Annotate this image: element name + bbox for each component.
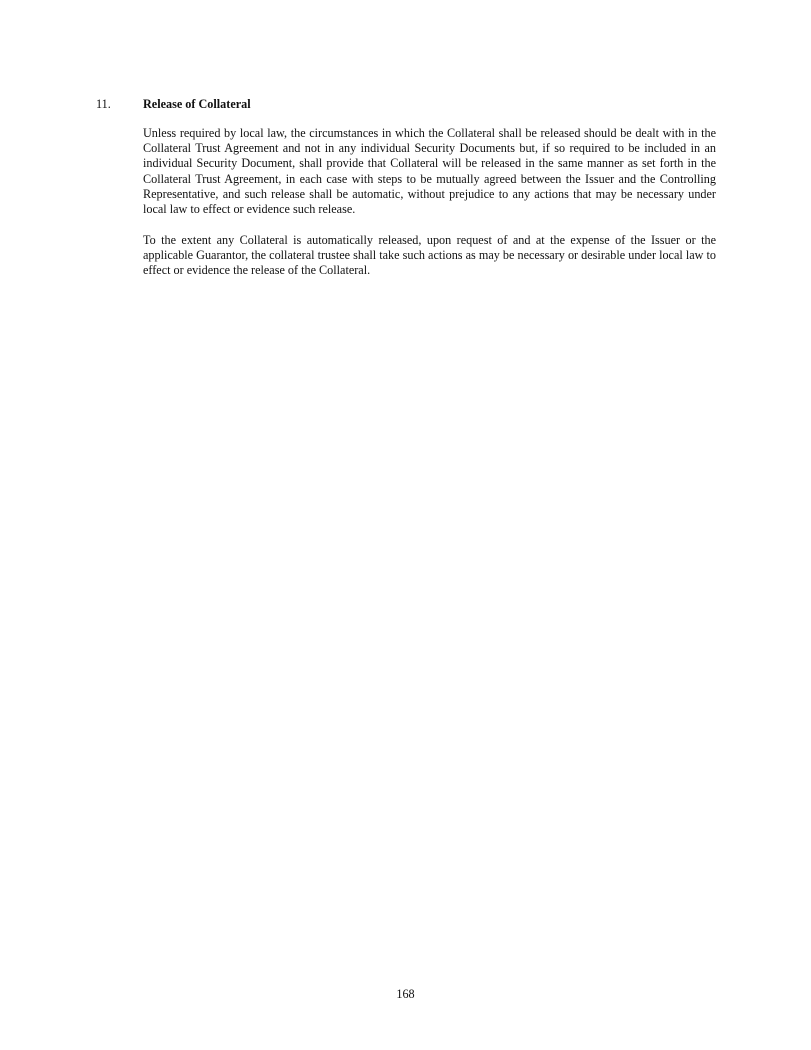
body-paragraph: To the extent any Collateral is automatically released, upon request of and at the expense of the Issuer or the applicable Guarantor, the collateral trustee shall take such actions as may be necessary or desirable under local law to effect or evidence the release of the Collateral. — [143, 233, 716, 278]
page-number: 168 — [396, 987, 415, 1001]
section-heading — [96, 96, 251, 112]
section-title: Release of Collateral — [143, 97, 251, 111]
body-paragraph: Unless required by local law, the circumstances in which the Collateral shall be released should be dealt with in the Collateral Trust Agreement and not in any individual Security Documents but, if so required to be included in an individual Security Document, shall provide that Collateral will be released in the same manner as set forth in the Collateral Trust Agreement, in each case with steps to be mutually agreed between the Issuer and the Controlling Representative, and such release shall be automatic, without prejudice to any actions that may be necessary under local law to effect or evidence such release. — [143, 126, 716, 217]
section-number: 11. — [96, 97, 111, 111]
